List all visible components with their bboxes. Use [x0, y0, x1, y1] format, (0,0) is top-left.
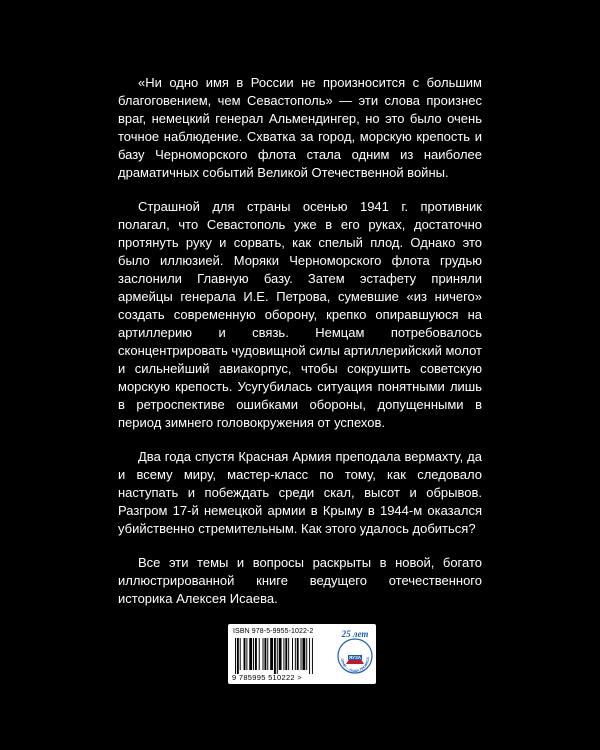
paragraph-3: Два года спустя Красная Армия преподала вермахту, да и всему миру, мастер-класс по тому, как следовало наступать и побеждать среди скал, высот и обрывов. Разгром 17-й немецкой армии в Крыму в 1944-м оказался убийственно стремительным. Как этого удалось добиться? [118, 449, 482, 536]
barcode-bar [253, 638, 254, 670]
barcode-bar [255, 638, 257, 670]
barcode-bar [240, 638, 241, 670]
barcode-bar [246, 638, 247, 670]
barcode-panel [228, 624, 376, 684]
barcode-bar [244, 638, 246, 670]
barcode-bar [302, 638, 305, 670]
barcode-bar [259, 638, 260, 670]
logo-motto: ОРИЯ — НАША ПРОФЕСС [339, 656, 371, 674]
barcode-bar [270, 638, 273, 670]
barcode-bar [292, 638, 293, 670]
barcode-bar [249, 638, 252, 670]
barcode-bar [267, 638, 268, 670]
barcode-bar [295, 638, 296, 670]
barcode-bar [279, 638, 282, 670]
barcode-bar [274, 638, 276, 674]
barcode-bar [297, 638, 299, 670]
paragraph-2: Страшной для страны осенью 1941 г. противник полагал, что Севастополь уже в его руках, достаточно протянуть руку и сорвать, как спелый плод. Однако это было иллюзией. Моряки Черноморского флота грудью заслонили Главную базу. Затем эстафету приняли армейцы генерала И.Е. Петрова, сумевшие «из ничего» создать современную оборону, крепко опиравшуюся на артиллерию и связь. Немцам потребовалось сконцентрировать чудовищной силы артиллерийский молот и сильнейший авиакорпус, чтобы сокрушить советскую морскую крепость. Усугубилась ситуация понятными лишь в ретроспективе ошибками обороны, допущенными в период зимнего головокружения от успехов. [118, 199, 482, 430]
paragraph-1: «Ни одно имя в России не произносится с большим благоговением, чем Севастополь» — эти слова произнес враг, немецкий генерал Альмендингер, но это было очень точное наблюдение. Схватка за город, морскую крепость и базу Черноморского флота стала одним из наиболее драматичных событий Великой Отечественной войны. [118, 75, 482, 180]
barcode-bar [301, 638, 302, 670]
barcode-bar [309, 638, 310, 674]
barcode-bar [277, 638, 278, 674]
barcode-bar [312, 638, 313, 674]
barcode-bar [306, 638, 307, 670]
barcode-bar [288, 638, 289, 670]
barcode-digits: 9 785995 510222 > [232, 673, 302, 682]
barcode-bar [264, 638, 266, 670]
publisher-logo-icon [336, 626, 374, 682]
back-cover-text [118, 74, 482, 624]
barcode-image [234, 638, 332, 674]
isbn-label: ISBN 978-5-9955-1022-2 [233, 628, 314, 635]
paragraph-4: Все эти темы и вопросы раскрыты в новой, богато иллюстрированной книге ведущего отечественного историка Алексея Исаева. [118, 555, 482, 606]
logo-years: 25 лет [341, 629, 369, 639]
logo-name: ЯУЗА [348, 655, 362, 660]
barcode-bar [283, 638, 284, 670]
barcode-bar [237, 638, 239, 674]
barcode-bar [235, 638, 236, 674]
barcode-bar [263, 638, 264, 670]
barcode-bar [285, 638, 287, 670]
